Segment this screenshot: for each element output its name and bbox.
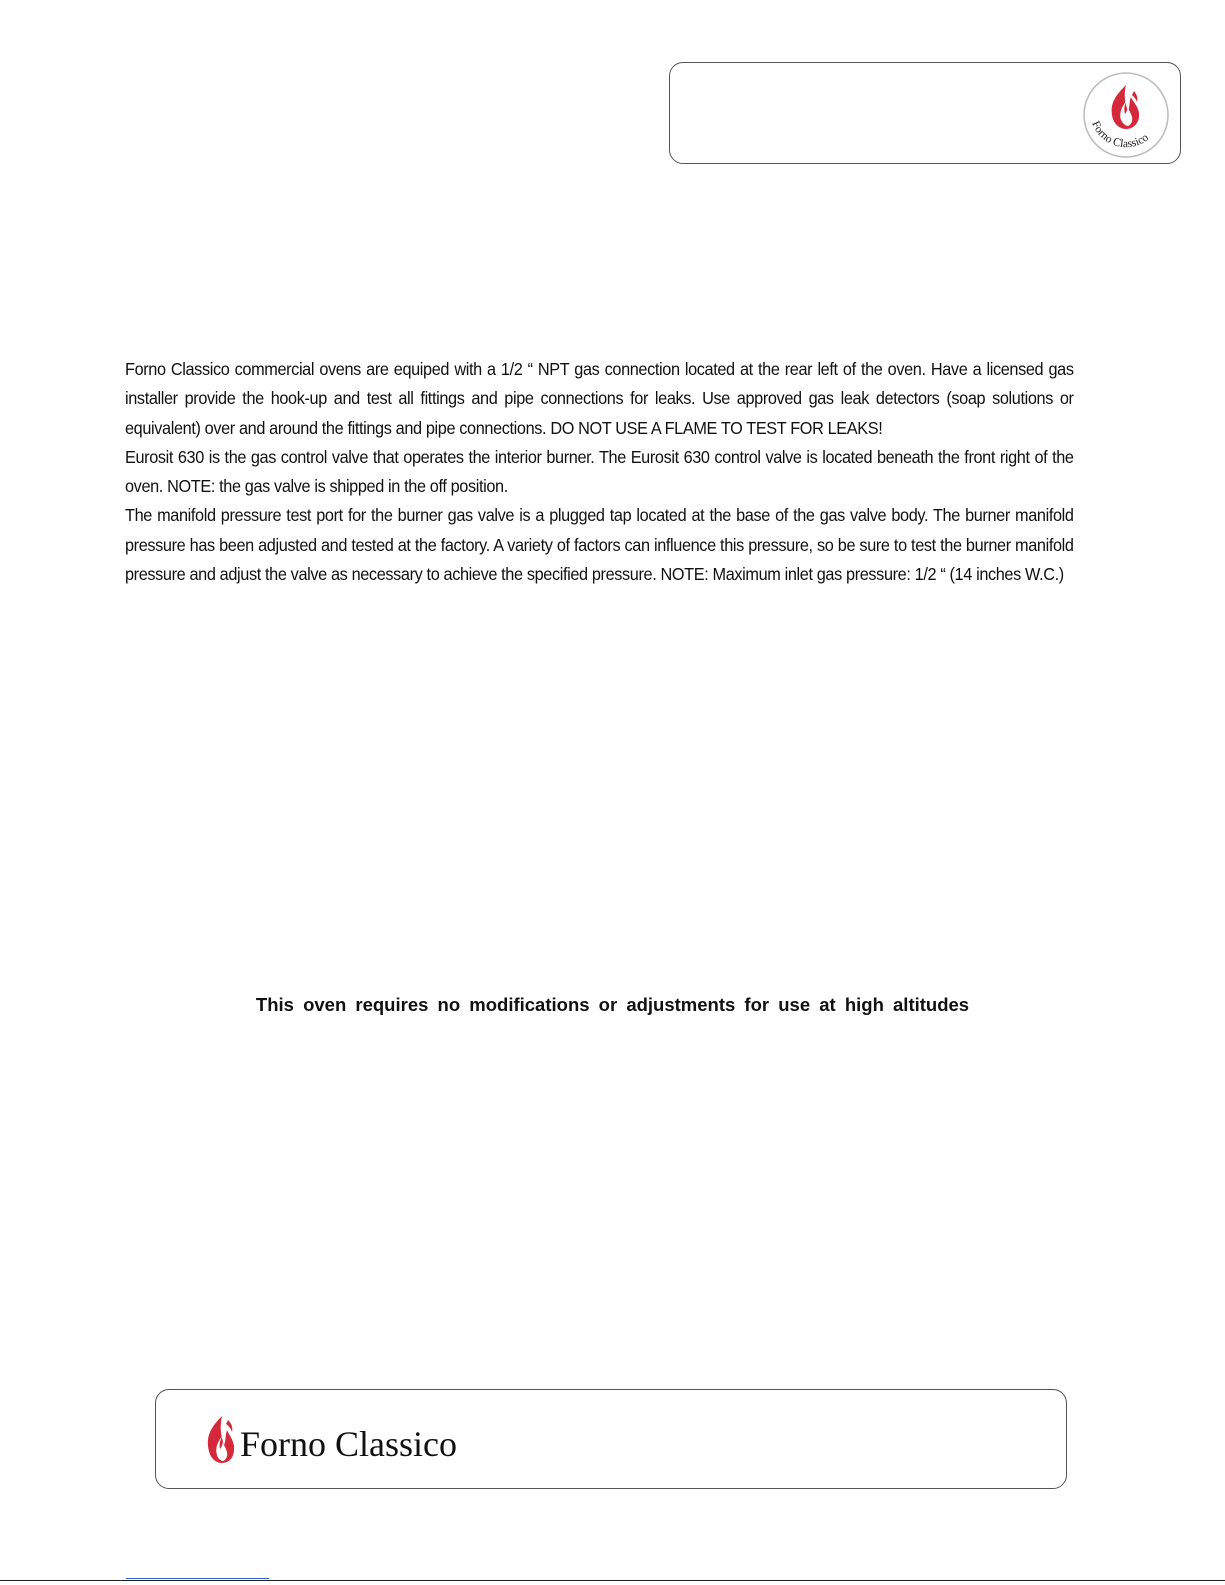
footer-logo — [204, 1410, 457, 1466]
footer-box — [155, 1389, 1067, 1489]
gas-connection-instructions — [125, 355, 1074, 589]
header-box — [669, 62, 1181, 164]
flame-icon — [204, 1414, 238, 1466]
forno-classico-seal-logo — [1082, 71, 1170, 159]
bottom-link-underline — [126, 1578, 269, 1579]
bottom-divider — [0, 1580, 1225, 1581]
paragraph-manifold-pressure: The manifold pressure test port for the burner gas valve is a plugged tap located at the base of the gas valve body. The burner manifold pressure has been adjusted and tested at the factory. A variety of factors can influence this pressure, so be sure to test the burner manifold pressure and adjust the valve as necessary to achieve the specified pressure. NOTE: Maximum inlet gas pressure: 1/2 “ (14 inches W.C.) — [125, 505, 1074, 585]
high-altitude-notice: This oven requires no modifications or adjustments for use at high altitudes — [255, 994, 970, 1015]
footer-brand-name: Forno Classico — [240, 1424, 458, 1464]
seal-text: Forno Classico — [1089, 119, 1151, 151]
paragraph-eurosit-valve: Eurosit 630 is the gas control valve that operates the interior burner. The Eurosit 630 control valve is located beneath the front right of the oven. NOTE: the gas valve is shipped in the off position. — [125, 446, 1074, 497]
paragraph-gas-connection: Forno Classico commercial ovens are equiped with a 1/2 “ NPT gas connection located at the rear left of the oven. Have a licensed gas installer provide the hook-up and test all fittings and pipe connections for leaks. Use approved gas leak detectors (soap solutions or equivalent) over and around the fittings and pipe connections. DO NOT USE A FLAME TO TEST FOR LEAKS! — [125, 359, 1074, 438]
